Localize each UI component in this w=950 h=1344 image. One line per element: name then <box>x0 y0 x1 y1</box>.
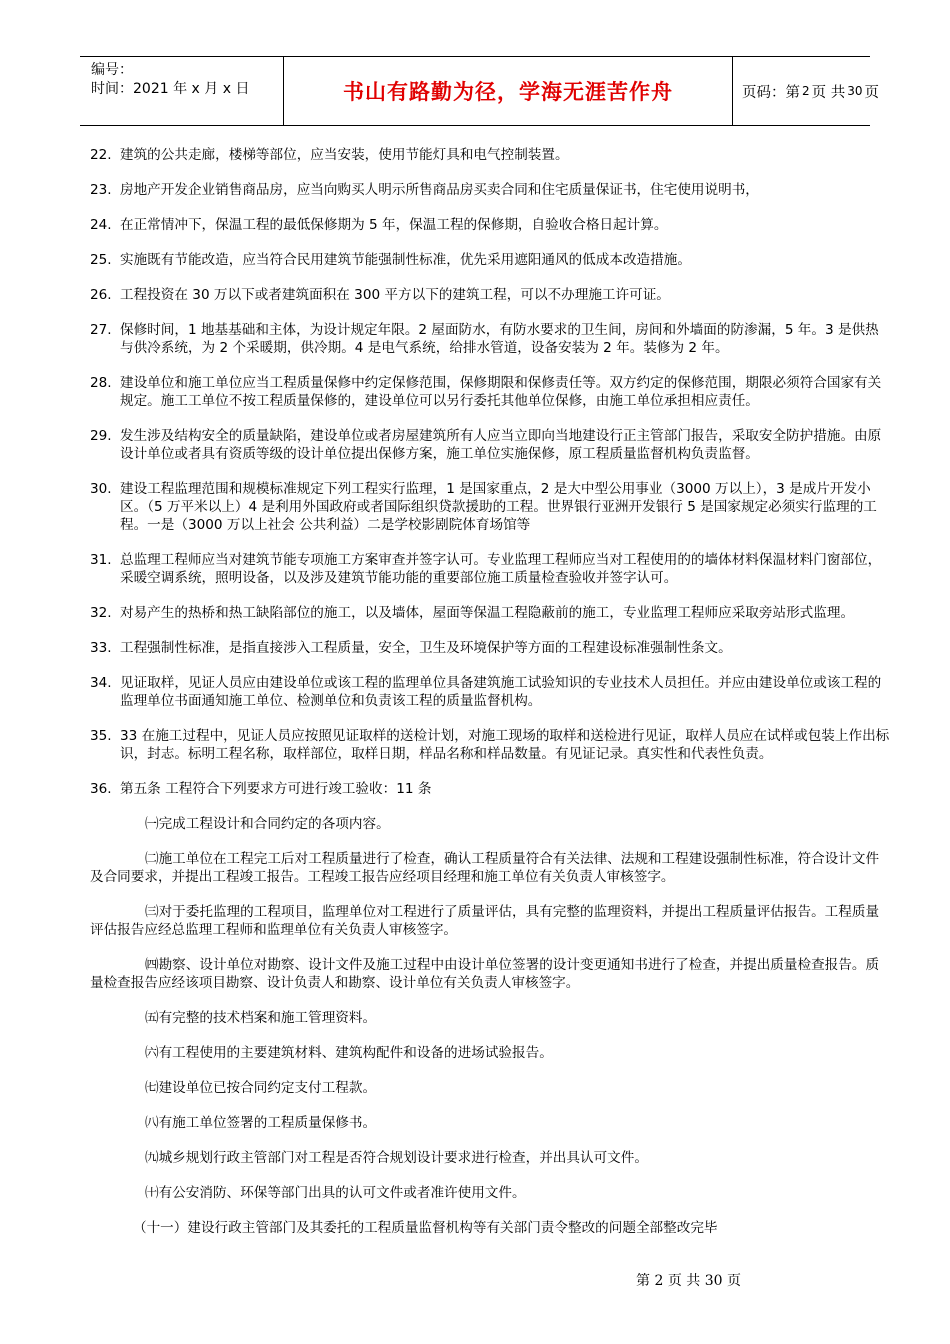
list-item <box>90 146 890 164</box>
list-item-number: 22. <box>90 147 112 163</box>
list-item-text: 对易产生的热桥和热工缺陷部位的施工，以及墙体，屋面等保温工程隐蔽前的施工，专业监理工程师应采取旁站形式监理。 <box>120 605 855 621</box>
list-item-number: 32. <box>90 605 112 621</box>
list-item-text: 发生涉及结构安全的质量缺陷，建设单位或者房屋建筑所有人应当立即向当地建设行正主管部门报告，采取安全防护措施。由原设计单位或者具有资质等级的设计单位提出保修方案，施工单位实施保修，原工程质量监督机构负责监督。 <box>120 428 882 462</box>
page-footer <box>636 1270 741 1290</box>
list-item-text: 建筑的公共走廊，楼梯等部位，应当安装，使用节能灯具和电气控制装置。 <box>120 147 569 163</box>
list-item-text: 保修时间，1 地基基础和主体，为设计规定年限。2 屋面防水，有防水要求的卫生间，房间和外墙面的防渗漏，5 年。3 是供热与供冷系统，为 2 个采暖期，供冷期。4 是电气系统，给排水管道，设备安装为 2 年。装修为 2 年。 <box>120 322 879 356</box>
list-item-text: 33 在施工过程中，见证人员应按照见证取样的送检计划，对施工现场的取样和送检进行见证，取样人员应在试样或包装上作出标识，封志。标明工程名称，取样部位，取样日期，样品名称和样品数量。有见证记录。真实性和代表性负责。 <box>120 728 890 762</box>
list-item <box>90 780 890 798</box>
header-meta <box>80 57 283 125</box>
list-item <box>90 216 890 234</box>
list-item-number: 31. <box>90 552 112 568</box>
list-item-number: 26. <box>90 287 112 303</box>
list-item <box>90 181 890 199</box>
requirement-item: ㈨城乡规划行政主管部门对工程是否符合规划设计要求进行检查，并出具认可文件。 <box>145 1150 648 1166</box>
requirement-item: ㈩有公安消防、环保等部门出具的认可文件或者准许使用文件。 <box>145 1185 526 1201</box>
header-page-indicator <box>733 57 880 125</box>
requirement-item: ㈥有工程使用的主要建筑材料、建筑构配件和设备的进场试验报告。 <box>145 1045 553 1061</box>
requirement-item: ㈣勘察、设计单位对勘察、设计文件及施工过程中由设计单位签署的设计变更通知书进行了检查，并提出质量检查报告。质量检查报告应经该项目勘察、设计负责人和勘察、设计单位有关负责人审核签字。 <box>90 957 880 991</box>
list-item <box>90 727 890 763</box>
acceptance-requirements-list <box>90 815 890 1202</box>
list-item-text: 工程投资在 30 万以下或者建筑面积在 300 平方以下的建筑工程，可以不办理施工许可证。 <box>120 287 670 303</box>
footer-prefix: 第 <box>636 1273 650 1289</box>
header-slogan: 书山有路勤为径，学海无涯苦作舟 <box>283 57 733 125</box>
page-prefix: 页码：第 <box>742 84 800 101</box>
list-item-number: 34. <box>90 675 112 691</box>
footer-suffix: 页 <box>727 1273 742 1289</box>
list-item <box>90 374 890 410</box>
page-suffix: 页 <box>864 84 880 101</box>
list-item-number: 27. <box>90 322 112 338</box>
list-item-text: 在正常情冲下，保温工程的最低保修期为 5 年，保温工程的保修期，自验收合格日起计算。 <box>120 217 668 233</box>
list-item-number: 36. <box>90 781 112 797</box>
footer-current-page: 2 <box>654 1273 664 1289</box>
list-item-number: 29. <box>90 428 112 444</box>
list-item <box>90 321 890 357</box>
list-item-number: 35. <box>90 728 112 744</box>
list-item-text: 工程强制性标准，是指直接涉入工程质量，安全，卫生及环境保护等方面的工程建设标准强制性条文。 <box>120 640 732 656</box>
page-current: 2 <box>802 84 810 98</box>
list-item <box>90 480 890 534</box>
requirement-item: ㈧有施工单位签署的工程质量保修书。 <box>145 1115 377 1131</box>
list-item-number: 25. <box>90 252 112 268</box>
list-item <box>90 427 890 463</box>
requirement-item: ㈢对于委托监理的工程项目，监理单位对工程进行了质量评估，具有完整的监理资料，并提出工程质量评估报告。工程质量评估报告应经总监理工程师和监理单位有关负责人审核签字。 <box>90 904 880 938</box>
requirement-item: ㈡施工单位在工程完工后对工程质量进行了检查，确认工程质量符合有关法律、法规和工程建设强制性标准，符合设计文件及合同要求，并提出工程竣工报告。工程竣工报告应经项目经理和施工单位有关负责人审核签字。 <box>90 851 880 885</box>
list-item-text: 房地产开发企业销售商品房，应当向购买人明示所售商品房买卖合同和住宅质量保证书，住宅使用说明书， <box>120 182 759 198</box>
list-item <box>90 674 890 710</box>
document-date: 时间：2021 年 x 月 x 日 <box>91 81 250 97</box>
footer-mid: 页 共 <box>667 1273 701 1289</box>
footer-total-pages: 30 <box>704 1273 723 1289</box>
requirement-item: ㈠完成工程设计和合同约定的各项内容。 <box>145 816 390 832</box>
requirement-item: ㈤有完整的技术档案和施工管理资料。 <box>145 1010 377 1026</box>
list-item <box>90 551 890 587</box>
list-item <box>90 286 890 304</box>
page-mid: 页 共 <box>811 84 846 101</box>
page-total: 30 <box>847 84 863 98</box>
list-item-text: 第五条 工程符合下列要求方可进行竣工验收：11 条 <box>120 781 432 797</box>
list-item-number: 28. <box>90 375 112 391</box>
document-number-label: 编号： <box>91 62 133 78</box>
list-item-text: 见证取样，见证人员应由建设单位或该工程的监理单位具备建筑施工试验知识的专业技术人员担任。并应由建设单位或该工程的监理单位书面通知施工单位、检测单位和负责该工程的质量监督机构。 <box>120 675 882 709</box>
list-item <box>90 639 890 657</box>
list-item-text: 实施既有节能改造，应当符合民用建筑节能强制性标准，优先采用遮阳通风的低成本改造措施。 <box>120 252 691 268</box>
list-item-text: 建设单位和施工单位应当工程质量保修中约定保修范围，保修期限和保修责任等。双方约定的保修范围，期限必须符合国家有关规定。施工工单位不按工程质量保修的，建设单位可以另行委托其他单位保修，由施工单位承担相应责任。 <box>120 375 882 409</box>
list-item <box>90 251 890 269</box>
document-body <box>90 146 890 1237</box>
list-item-number: 30. <box>90 481 112 497</box>
numbered-list <box>90 146 890 798</box>
requirement-item: ㈦建设单位已按合同约定支付工程款。 <box>145 1080 377 1096</box>
page-header <box>80 56 880 126</box>
list-item-number: 24. <box>90 217 112 233</box>
list-item <box>90 604 890 622</box>
list-item-number: 33. <box>90 640 112 656</box>
list-item-text: 建设工程监理范围和规模标准规定下列工程实行监理，1 是国家重点，2 是大中型公用事业（3000 万以上），3 是成片开发小区。（5 万平米以上）4 是利用外国政府或者国际组织贷款援助的工程。世界银行亚洲开发银行 5 是国家规定必须实行监理的工程。一是（3000 万以上社会 公共利益）二是学校影剧院体育场馆等 <box>120 481 877 533</box>
list-item-text: 总监理工程师应当对建筑节能专项施工方案审查并签字认可。专业监理工程师应当对工程使用的的墙体材料保温材料门窗部位，采暖空调系统，照明设备，以及涉及建筑节能功能的重要部位施工质量检查验收并签字认可。 <box>120 552 882 586</box>
list-item-number: 23. <box>90 182 112 198</box>
final-requirement: （十一）建设行政主管部门及其委托的工程质量监督机构等有关部门责令整改的问题全部整改完毕 <box>133 1220 718 1236</box>
